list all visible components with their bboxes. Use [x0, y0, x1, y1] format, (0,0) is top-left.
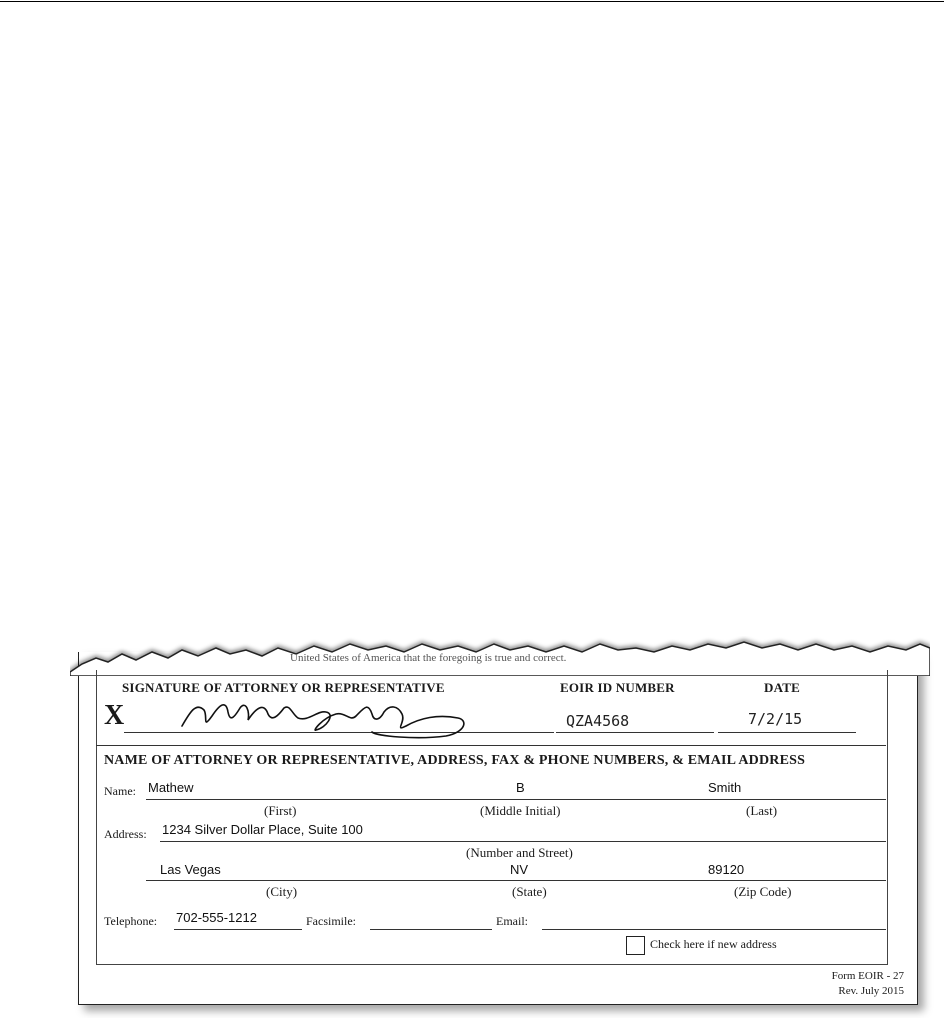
last-caption: (Last) — [746, 803, 778, 818]
city-value: Las Vegas — [160, 862, 221, 877]
eoir-id-value: QZA4568 — [566, 712, 630, 730]
date-line — [718, 732, 856, 733]
street-caption: (Number and Street) — [466, 845, 573, 860]
name-section-title: NAME OF ATTORNEY OR REPRESENTATIVE, ADDRESS, FAX & PHONE NUMBERS, & EMAIL ADDRESS — [104, 753, 806, 768]
new-address-checkbox[interactable] — [626, 936, 645, 955]
handwritten-signature — [176, 692, 476, 744]
date-label: DATE — [764, 680, 800, 695]
telephone-label: Telephone: — [104, 914, 158, 928]
city-caption: (City) — [266, 884, 298, 899]
state-value: NV — [510, 862, 529, 877]
header-fragment-text: United States of America that the foregoing is true and correct. — [290, 652, 567, 664]
facsimile-label: Facsimile: — [306, 914, 356, 928]
zip-value: 89120 — [708, 862, 745, 877]
name-line — [146, 799, 886, 800]
middle-initial-value: B — [516, 780, 525, 795]
first-name-value: Mathew — [148, 780, 194, 795]
form-id: Form EOIR - 27 — [831, 970, 904, 982]
middle-caption: (Middle Initial) — [480, 803, 561, 818]
last-name-value: Smith — [708, 780, 742, 795]
facsimile-line — [370, 929, 492, 930]
name-label: Name: — [104, 784, 136, 798]
date-value: 7/2/15 — [748, 710, 803, 728]
x-mark: X — [104, 700, 125, 731]
new-address-label: Check here if new address — [650, 937, 777, 951]
address-label: Address: — [104, 827, 147, 841]
form-revision: Rev. July 2015 — [838, 985, 904, 997]
state-caption: (State) — [512, 884, 547, 899]
section-divider — [96, 745, 886, 746]
telephone-value: 702-555-1212 — [176, 910, 257, 925]
zip-caption: (Zip Code) — [734, 884, 792, 899]
eoir-id-label: EOIR ID NUMBER — [560, 680, 675, 695]
street-value: 1234 Silver Dollar Place, Suite 100 — [162, 822, 363, 837]
street-line — [160, 841, 886, 842]
eoir-id-line — [556, 732, 714, 733]
email-line — [542, 929, 886, 930]
telephone-line — [174, 929, 302, 930]
city-line — [146, 880, 886, 881]
email-label: Email: — [496, 914, 528, 928]
signature-label: SIGNATURE OF ATTORNEY OR REPRESENTATIVE — [122, 680, 445, 695]
top-border-line — [0, 1, 944, 2]
first-caption: (First) — [264, 803, 297, 818]
